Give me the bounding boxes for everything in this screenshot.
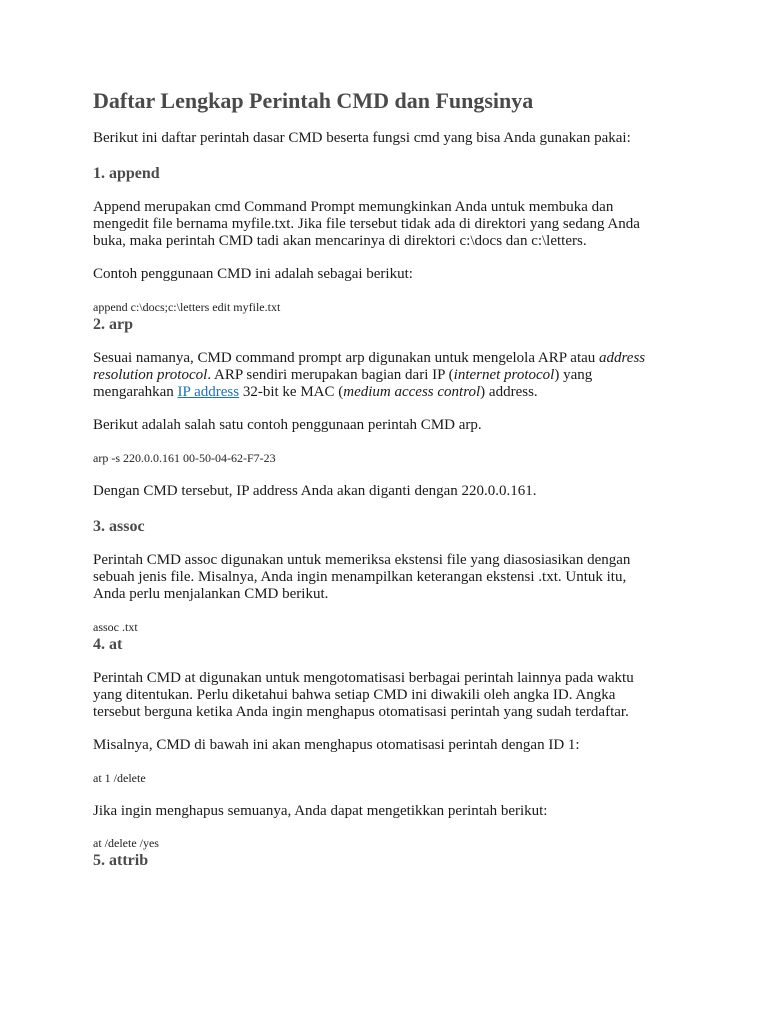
intro-paragraph: Berikut ini daftar perintah dasar CMD beserta fungsi cmd yang bisa Anda gunakan pakai:: [93, 130, 631, 146]
assoc-description-line: sebuah jenis file. Misalnya, Anda ingin menampilkan keterangan ekstensi .txt. Untuk itu,: [93, 569, 627, 585]
heading-append: 1. append: [93, 165, 160, 182]
arp-code-example: arp -s 220.0.0.161 00-50-04-62-F7-23: [93, 451, 276, 465]
arp-description-line: Sesuai namanya, CMD command prompt arp digunakan untuk mengelola ARP atau address: [93, 350, 646, 366]
at-description-line: tersebut berguna ketika Anda ingin menghapus otomatisasi perintah yang sudah terdaftar.: [93, 704, 629, 720]
assoc-description-line: Perintah CMD assoc digunakan untuk memeriksa ekstensi file yang diasosiasikan dengan: [93, 552, 631, 568]
arp-result-text: Dengan CMD tersebut, IP address Anda akan diganti dengan 220.0.0.161.: [93, 483, 537, 499]
assoc-description-line: Anda perlu menjalankan CMD berikut.: [93, 586, 329, 602]
at-description-line: Perintah CMD at digunakan untuk mengotomatisasi berbagai perintah lainnya pada waktu: [93, 670, 634, 686]
heading-assoc: 3. assoc: [93, 518, 145, 535]
arp-description-line: resolution protocol. ARP sendiri merupakan bagian dari IP (internet protocol) yang: [93, 367, 593, 383]
append-code-example: append c:\docs;c:\letters edit myfile.txt: [93, 300, 281, 314]
heading-arp: 2. arp: [93, 316, 133, 333]
page-title: Daftar Lengkap Perintah CMD dan Fungsinya: [93, 88, 534, 113]
arp-example-intro: Berikut adalah salah satu contoh penggunaan perintah CMD arp.: [93, 417, 482, 433]
heading-attrib: 5. attrib: [93, 852, 149, 869]
at-example-intro: Misalnya, CMD di bawah ini akan menghapus otomatisasi perintah dengan ID 1:: [93, 737, 580, 753]
append-description-line: Append merupakan cmd Command Prompt memungkinkan Anda untuk membuka dan: [93, 199, 614, 215]
append-description-line: buka, maka perintah CMD tadi akan mencarinya di direktori c:\docs dan c:\letters.: [93, 233, 587, 249]
at-code-example-delete-all: at /delete /yes: [93, 836, 159, 850]
append-description-line: mengedit file bernama myfile.txt. Jika file tersebut tidak ada di direktori yang sedang Anda: [93, 216, 640, 232]
append-example-intro: Contoh penggunaan CMD ini adalah sebagai berikut:: [93, 266, 413, 282]
heading-at: 4. at: [93, 636, 123, 653]
assoc-code-example: assoc .txt: [93, 620, 138, 634]
ip-address-link[interactable]: IP address: [177, 384, 240, 400]
arp-description-line: mengarahkan IP address 32-bit ke MAC (medium access control) address.: [93, 384, 538, 400]
at-delete-all-text: Jika ingin menghapus semuanya, Anda dapat mengetikkan perintah berikut:: [93, 803, 548, 819]
at-code-example: at 1 /delete: [93, 771, 146, 785]
at-description-line: yang ditentukan. Perlu diketahui bahwa setiap CMD ini diwakili oleh angka ID. Angka: [93, 687, 616, 703]
